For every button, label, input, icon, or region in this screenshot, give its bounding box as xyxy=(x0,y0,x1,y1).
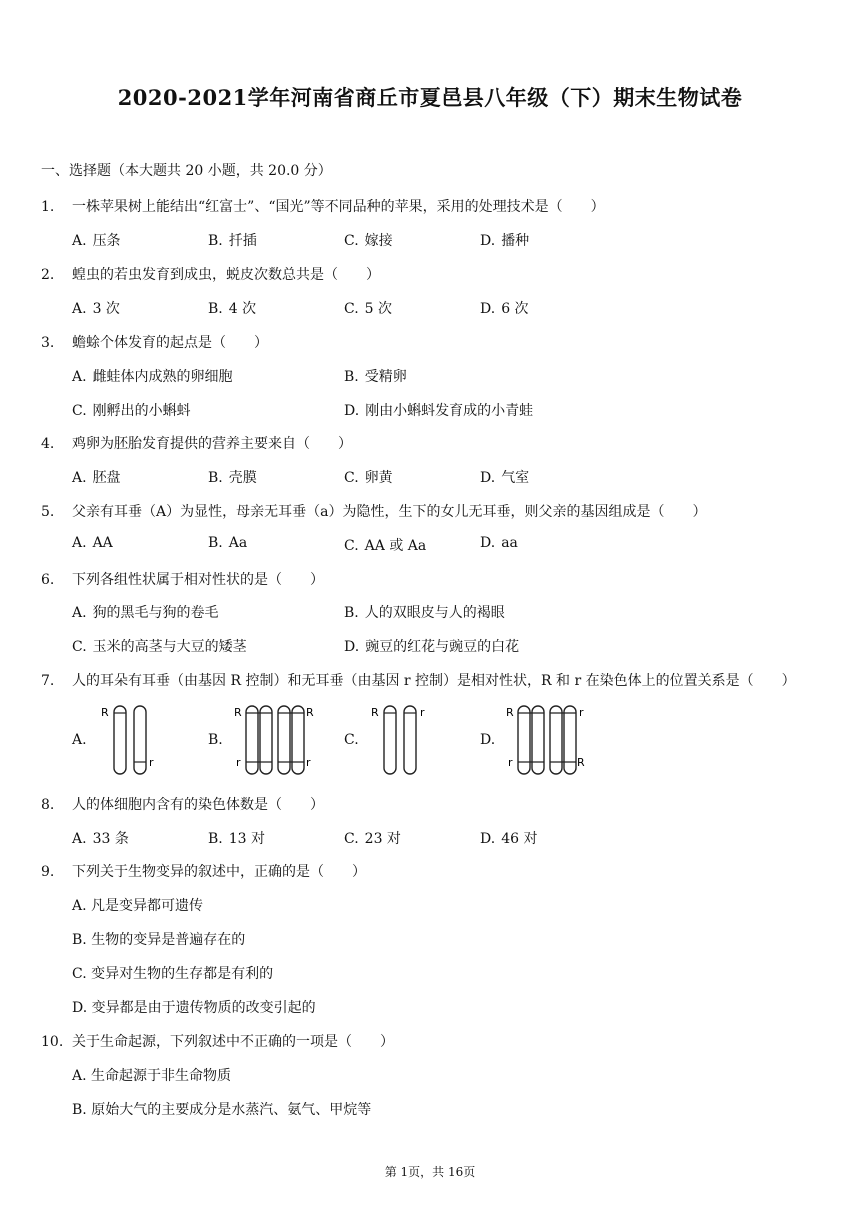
option-text: 变异对生物的生存都是有利的 xyxy=(91,966,274,982)
option-letter: A. xyxy=(72,470,87,486)
option-text: aa xyxy=(501,535,518,551)
option-letter: B. xyxy=(208,470,223,486)
gene-label-R: R xyxy=(371,706,379,719)
option-text: AA 或 Aa xyxy=(364,538,427,554)
gene-label-r: r xyxy=(420,706,425,719)
option-text: 豌豆的红花与豌豆的白花 xyxy=(365,639,520,655)
option-letter: B. xyxy=(208,732,223,748)
chromosome-pair-diagram xyxy=(368,700,438,780)
option-text: 3 次 xyxy=(92,301,120,317)
option-d-figure xyxy=(480,700,620,780)
option-text: 生物的变异是普遍存在的 xyxy=(91,932,246,948)
option-text: AA xyxy=(92,535,113,551)
option-letter: B. xyxy=(208,301,223,317)
question-number: 5. xyxy=(41,504,55,520)
question-8 xyxy=(41,794,324,814)
chromosome-pair-diagram xyxy=(98,700,168,780)
question-text: 鸡卵为胚胎发育提供的营养主要来自（ ） xyxy=(72,436,352,452)
question-text: 关于生命起源，下列叙述中不正确的一项是（ ） xyxy=(72,1034,394,1050)
question-number: 1. xyxy=(41,199,55,215)
question-9 xyxy=(41,861,366,881)
option-text: 刚孵出的小蝌蚪 xyxy=(92,403,191,419)
question-number: 3. xyxy=(41,335,55,351)
option-letter: A. xyxy=(72,732,87,748)
question-number: 6. xyxy=(41,572,55,588)
option-text: 生命起源于非生命物质 xyxy=(91,1068,232,1084)
option-text: 狗的黑毛与狗的卷毛 xyxy=(92,605,219,621)
page-title: 2020-2021学年河南省商丘市夏邑县八年级（下）期末生物试卷 xyxy=(117,85,743,110)
option-letter: A. xyxy=(72,535,87,551)
option-letter: C. xyxy=(72,966,87,982)
option-a-figure xyxy=(72,700,192,780)
option-text: 凡是变异都可遗传 xyxy=(91,898,204,914)
option-letter: D. xyxy=(480,301,496,317)
question-number: 8. xyxy=(41,797,55,813)
option-text: 玉米的高茎与大豆的矮茎 xyxy=(92,639,247,655)
option-text: 23 对 xyxy=(364,831,401,847)
option-text: 嫁接 xyxy=(364,233,393,249)
option-text: 变异都是由于遗传物质的改变引起的 xyxy=(91,1000,316,1016)
question-2 xyxy=(41,264,380,284)
option-letter: B. xyxy=(208,233,223,249)
option-letter: B. xyxy=(72,1102,87,1118)
option-letter: C. xyxy=(72,639,87,655)
option-text: 原始大气的主要成分是水蒸汽、氨气、甲烷等 xyxy=(91,1102,372,1118)
option-text: 5 次 xyxy=(364,301,393,317)
option-letter: C. xyxy=(344,470,359,486)
option-text: 胚盘 xyxy=(92,470,121,486)
option-letter: B. xyxy=(344,605,359,621)
option-b-figure xyxy=(208,700,328,780)
option-letter: C. xyxy=(344,233,359,249)
option-letter: B. xyxy=(208,535,223,551)
option-text: Aa xyxy=(228,535,248,551)
page-footer: 第 1页，共 16页 xyxy=(384,1165,476,1179)
question-10 xyxy=(41,1031,394,1051)
question-4 xyxy=(41,433,352,453)
option-9-b xyxy=(72,929,245,949)
gene-label-r: r xyxy=(579,706,584,719)
option-text: 46 对 xyxy=(501,831,538,847)
option-text: 播种 xyxy=(501,233,530,249)
option-text: 33 条 xyxy=(92,831,129,847)
gene-label-R: R xyxy=(101,706,109,719)
option-9-c xyxy=(72,963,273,983)
option-text: 6 次 xyxy=(501,301,529,317)
option-letter: C. xyxy=(344,732,359,748)
question-text: 下列关于生物变异的叙述中，正确的是（ ） xyxy=(72,864,366,880)
gene-label-R: R xyxy=(306,706,314,719)
option-letter: B. xyxy=(72,932,87,948)
section-heading: 一、选择题（本大题共 20 小题，共 20.0 分） xyxy=(41,163,332,179)
question-number: 4. xyxy=(41,436,55,452)
gene-label-R: R xyxy=(234,706,242,719)
option-text: 刚由小蝌蚪发育成的小青蛙 xyxy=(365,403,534,419)
question-text: 人的体细胞内含有的染色体数是（ ） xyxy=(72,797,324,813)
option-letter: C. xyxy=(344,538,359,554)
question-3 xyxy=(41,332,268,352)
option-letter: A. xyxy=(72,831,87,847)
gene-label-r: r xyxy=(236,756,241,769)
option-text: 壳膜 xyxy=(228,470,257,486)
gene-label-r: r xyxy=(508,756,513,769)
option-text: 4 次 xyxy=(228,301,257,317)
question-number: 2. xyxy=(41,267,55,283)
option-letter: A. xyxy=(72,1068,87,1084)
question-text: 蝗虫的若虫发育到成虫，蜕皮次数总共是（ ） xyxy=(72,267,380,283)
options-7-figures xyxy=(72,700,632,780)
option-letter: A. xyxy=(72,233,87,249)
option-text: 气室 xyxy=(501,470,530,486)
question-text: 父亲有耳垂（A）为显性，母亲无耳垂（a）为隐性，生下的女儿无耳垂，则父亲的基因组成是（ ） xyxy=(72,504,707,520)
option-letter: B. xyxy=(344,369,359,385)
option-text: 受精卵 xyxy=(364,369,407,385)
option-letter: D. xyxy=(72,1000,88,1016)
question-1 xyxy=(41,196,605,216)
option-letter: C. xyxy=(344,831,359,847)
option-text: 扦插 xyxy=(228,233,257,249)
option-9-d xyxy=(72,997,316,1017)
chromosome-pair-diagram xyxy=(504,700,584,780)
question-number: 10. xyxy=(41,1034,64,1050)
option-letter: D. xyxy=(480,470,496,486)
option-letter: D. xyxy=(344,639,360,655)
question-number: 7. xyxy=(41,673,55,689)
question-text: 一株苹果树上能结出“红富士”、“国光”等不同品种的苹果，采用的处理技术是（ ） xyxy=(72,199,605,215)
question-text: 下列各组性状属于相对性状的是（ ） xyxy=(72,572,324,588)
option-letter: D. xyxy=(480,732,496,748)
option-text: 雌蛙体内成熟的卵细胞 xyxy=(92,369,233,385)
option-letter: D. xyxy=(480,831,496,847)
option-letter: D. xyxy=(480,535,496,551)
option-letter: D. xyxy=(480,233,496,249)
option-9-a xyxy=(72,895,203,915)
option-letter: A. xyxy=(72,301,87,317)
option-letter: D. xyxy=(344,403,360,419)
option-letter: C. xyxy=(344,301,359,317)
question-7 xyxy=(41,670,796,690)
question-text: 人的耳朵有耳垂（由基因 R 控制）和无耳垂（由基因 r 控制）是相对性状，R 和 r 在染色体上的位置关系是（ ） xyxy=(72,673,796,689)
chromosome-pair-diagram xyxy=(232,700,312,780)
gene-label-R: R xyxy=(506,706,514,719)
gene-label-r: r xyxy=(149,756,154,769)
option-10-b xyxy=(72,1099,371,1119)
gene-label-R: R xyxy=(577,756,585,769)
option-letter: A. xyxy=(72,898,87,914)
option-letter: C. xyxy=(72,403,87,419)
option-text: 压条 xyxy=(92,233,121,249)
question-6 xyxy=(41,569,324,589)
option-letter: B. xyxy=(208,831,223,847)
option-text: 卵黄 xyxy=(364,470,393,486)
gene-label-r: r xyxy=(306,756,311,769)
option-letter: A. xyxy=(72,369,87,385)
question-text: 蟾蜍个体发育的起点是（ ） xyxy=(72,335,268,351)
question-5 xyxy=(41,501,706,521)
option-c-figure xyxy=(344,700,464,780)
question-number: 9. xyxy=(41,864,55,880)
option-letter: A. xyxy=(72,605,87,621)
option-text: 人的双眼皮与人的褐眼 xyxy=(364,605,505,621)
option-10-a xyxy=(72,1065,231,1085)
option-text: 13 对 xyxy=(228,831,266,847)
